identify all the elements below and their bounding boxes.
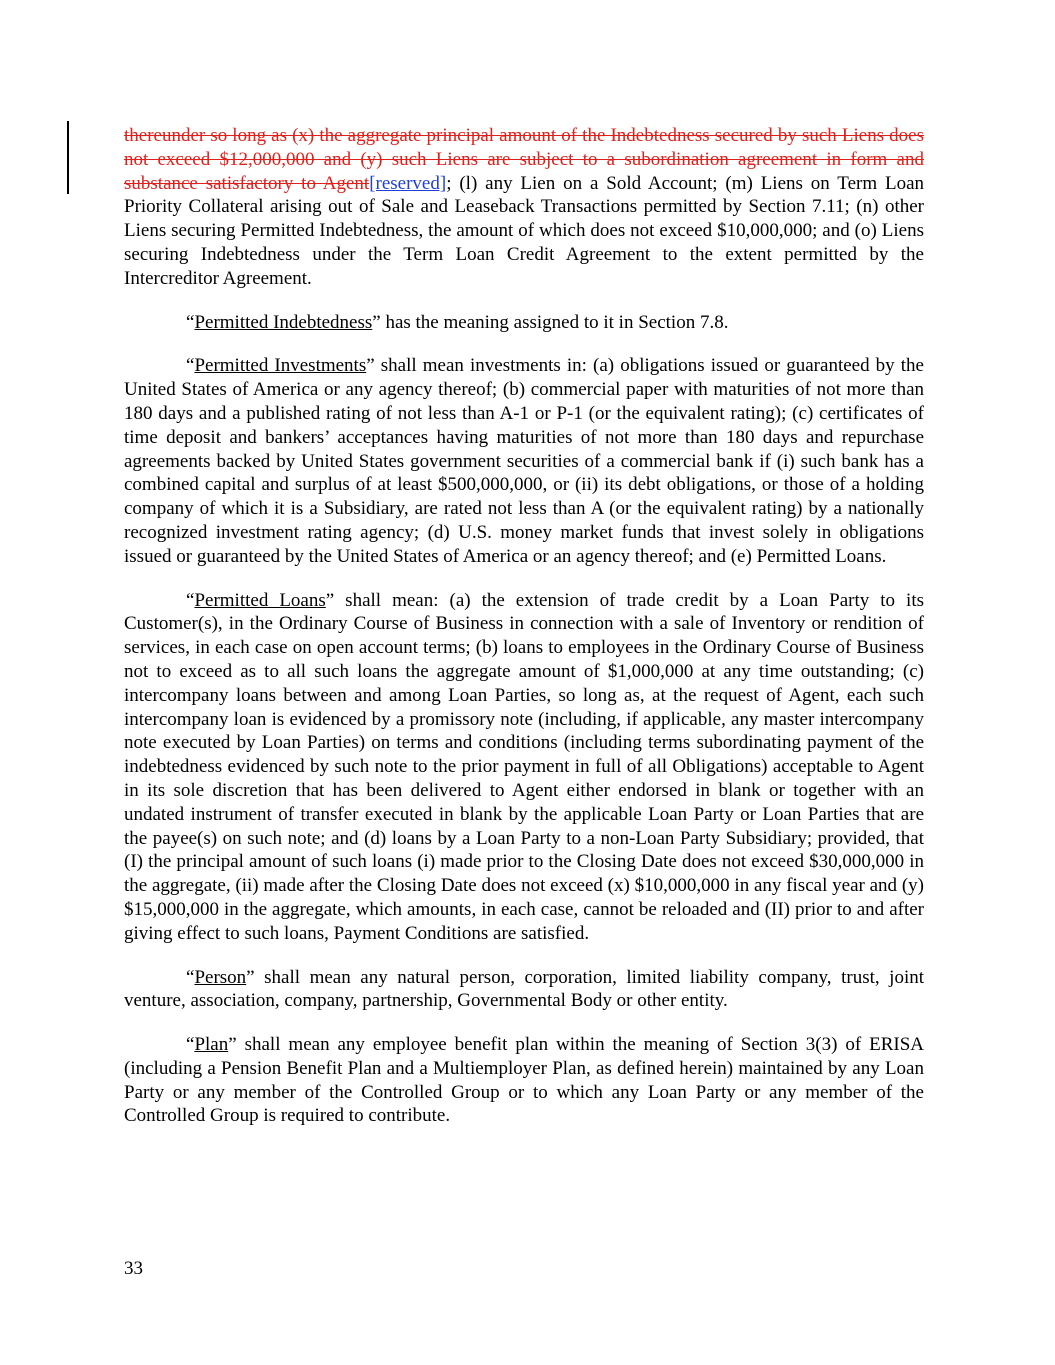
revision-change-bar: [67, 121, 69, 194]
definition-text: ” shall mean any natural person, corporation, limited liability company, trust, joint venture, association, company, partnership, Governmental Body or other entity.: [124, 966, 924, 1012]
inserted-text-reserved[interactable]: [reserved]: [369, 172, 447, 194]
definition-text: ” shall mean any employee benefit plan within the meaning of Section 3(3) of ERISA (including a Pension Benefit Plan and a Multiemployer Plan, as defined herein) maintained by any Loan Party or any member of the Controlled Group or to which any Loan Party or any member of the Controlled Group is required to contribute.: [124, 1034, 924, 1127]
definition-permitted-indebtedness: [124, 311, 924, 335]
open-quote: “: [186, 1034, 195, 1056]
liens-continuation-paragraph: [124, 124, 924, 291]
defined-term: Permitted Loans: [194, 589, 326, 611]
defined-term: Plan: [194, 1034, 229, 1056]
defined-term: Person: [194, 966, 247, 988]
definition-person: [124, 966, 924, 1014]
defined-term: Permitted Indebtedness: [194, 311, 373, 333]
defined-term: Permitted Investments: [194, 355, 367, 377]
paragraph-text: ; (l) any Lien on a Sold Account; (m) Liens on Term Loan Priority Collateral arising out of Sale and Leaseback Transactions permitted by Section 7.11; (n) other Liens securing Permitted Indebtedness, the amount of which does not exceed $10,000,000; and (o) Liens securing Indebtedness under the Term Loan Credit Agreement to the extent permitted by the Intercreditor Agreement.: [124, 172, 925, 289]
open-quote: “: [186, 589, 195, 611]
document-page: [124, 124, 924, 1148]
open-quote: “: [186, 311, 195, 333]
definition-permitted-loans: [124, 589, 924, 946]
definition-permitted-investments: [124, 354, 924, 568]
open-quote: “: [186, 355, 195, 377]
open-quote: “: [186, 966, 195, 988]
definition-text: ” has the meaning assigned to it in Section 7.8.: [372, 311, 729, 333]
definition-text: ” shall mean: (a) the extension of trade credit by a Loan Party to its Customer(s), in the Ordinary Course of Business in connection with a sale of Inventory or rendition of services, in each case on open account terms; (b) loans to employees in the Ordinary Course of Business not to exceed as to all such loans the aggregate amount of $1,000,000 at any time outstanding; (c) intercompany loans between and among Loan Parties, so long as, at the request of Agent, each such intercompany loan is evidenced by a promissory note (including, if applicable, any master intercompany note executed by Loan Parties) on terms and conditions (including terms subordinating payment of the indebtedness evidenced by such note to the prior payment in full of all Obligations) acceptable to Agent in its sole discretion that has been delivered to Agent either endorsed in blank or together with an undated instrument of transfer executed in blank by the applicable Loan Party or Loan Parties that are the payee(s) on such note; and (d) loans by a Loan Party to a non-Loan Party Subsidiary; provided, that (I) the principal amount of such loans (i) made prior to the Closing Date does not exceed $30,000,000 in the aggregate, (ii) made after the Closing Date does not exceed (x) $10,000,000 in any fiscal year and (y) $15,000,000 in the aggregate, which amounts, in each case, cannot be reloaded and (II) prior to and after giving effect to such loans, Payment Conditions are satisfied.: [124, 589, 924, 944]
deleted-text: thereunder so long as (x) the aggregate principal amount of the Indebtedness secured by such Liens does not exceed $12,000,000 and (y) such Liens are subject to a subordination agreement in form and substance satisfactory to Agent: [124, 125, 924, 194]
definition-text: ” shall mean investments in: (a) obligations issued or guaranteed by the United States of America or any agency thereof; (b) commercial paper with maturities of not more than 180 days and a published rating of not less than A-1 or P-1 (or the equivalent rating); (c) certificates of time deposit and bankers’ acceptances having maturities of not more than 180 days and repurchase agreements backed by United States government securities of a commercial bank if (i) such bank has a combined capital and surplus of at least $500,000,000, or (ii) its debt obligations, or those of a holding company of which it is a Subsidiary, are rated not less than A (or the equivalent rating) by a nationally recognized investment rating agency; (d) U.S. money market funds that invest solely in obligations issued or guaranteed by the United States of America or an agency thereof; and (e) Permitted Loans.: [124, 355, 924, 567]
page-number: 33: [124, 1258, 143, 1279]
definition-plan: [124, 1033, 924, 1128]
